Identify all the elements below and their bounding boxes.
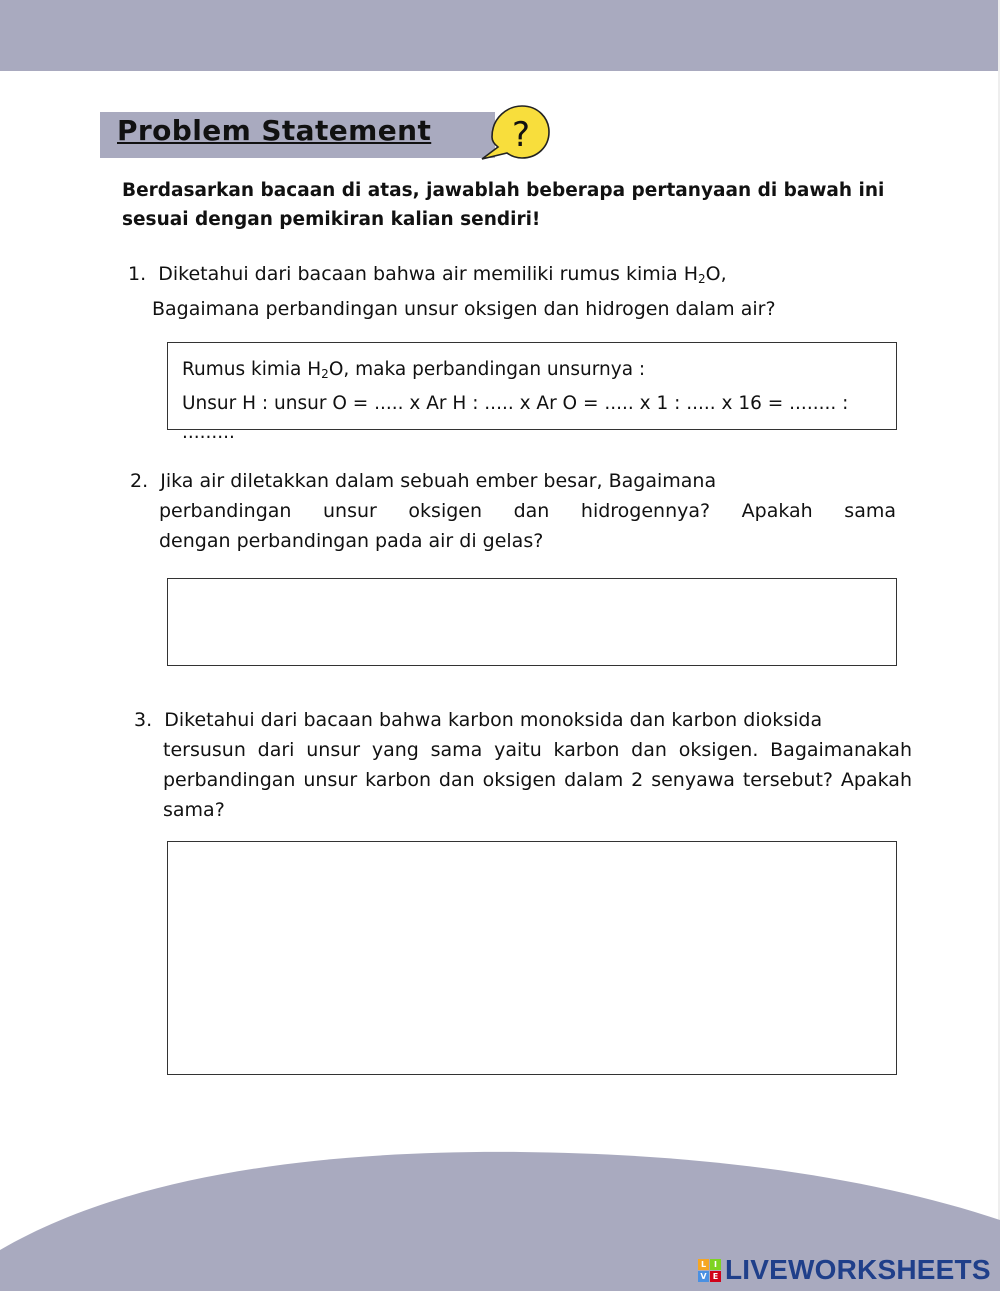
subscript: 2: [321, 367, 329, 381]
question-mark: ?: [511, 115, 531, 155]
question-1-text-end: O,: [705, 263, 727, 285]
question-3-line-1: [134, 705, 912, 735]
question-3-body: tersusun dari unsur yang sama yaitu karbon dan oksigen. Bagaimanakah perbandingan unsur karbon dan oksigen dalam 2 senyawa tersebut? Apakah sama?: [163, 739, 912, 821]
formula-text-end: O, maka perbandingan unsurnya :: [328, 359, 646, 380]
question-bubble-icon: [478, 103, 554, 163]
liveworksheets-logo: [698, 1254, 991, 1286]
question-2-line-2: perbandingan unsur oksigen dan hidrogennya? Apakah sama: [159, 500, 896, 522]
formula-text: Rumus kimia H: [182, 359, 322, 380]
answer-1-line-2: Unsur H : unsur O = ..... x Ar H : ..... x Ar O = ..... x 1 : ..... x 16 = ........ : .........: [182, 393, 849, 443]
page-title: Problem Statement: [117, 114, 432, 147]
logo-block-l: L: [698, 1259, 709, 1270]
logo-block-v: V: [698, 1271, 709, 1282]
question-1: [128, 259, 908, 324]
instruction-text: Berdasarkan bacaan di atas, jawablah beberapa pertanyaan di bawah ini sesuai dengan pemikiran kalian sendiri!: [122, 180, 885, 230]
question-1-line-2: Bagaimana perbandingan unsur oksigen dan hidrogen dalam air?: [152, 298, 776, 320]
question-2-text: Jika air diletakkan dalam sebuah ember besar, Bagaimana: [160, 470, 717, 492]
question-2-line-3: dengan perbandingan pada air di gelas?: [159, 530, 544, 552]
subscript: 2: [698, 272, 706, 286]
logo-block-e: E: [710, 1271, 721, 1282]
logo-block-i: I: [710, 1259, 721, 1270]
question-number: 3.: [134, 709, 153, 731]
question-number: 1.: [128, 263, 147, 285]
question-1-line-1: [128, 259, 908, 294]
answer-1-line-1: [182, 355, 882, 389]
question-number: 2.: [130, 470, 149, 492]
question-3: [134, 705, 912, 825]
answer-box-3[interactable]: [167, 841, 897, 1075]
question-2: [130, 466, 896, 556]
question-1-text: Diketahui dari bacaan bahwa air memiliki rumus kimia H: [158, 263, 698, 285]
logo-text: LIVEWORKSHEETS: [725, 1254, 991, 1285]
header-band: [0, 0, 998, 71]
logo-blocks-icon: [698, 1259, 721, 1282]
question-2-line-1: [130, 466, 896, 496]
question-3-text: Diketahui dari bacaan bahwa karbon monoksida dan karbon dioksida: [164, 709, 823, 731]
answer-box-1[interactable]: [167, 342, 897, 443]
answer-box-2[interactable]: [167, 578, 897, 666]
